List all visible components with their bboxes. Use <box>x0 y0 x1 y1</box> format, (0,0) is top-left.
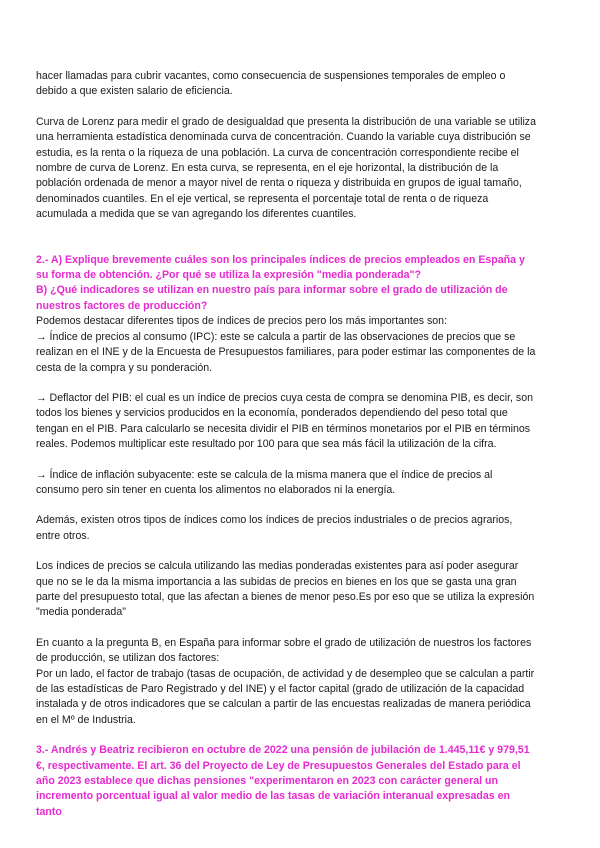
paragraph-inflacion-subyacente: → Índice de inflación subyacente: este se calcula de la misma manera que el índice de precios al consumo pero sin tener en cuenta los alimentos no elaborados ni la energía. <box>36 468 493 496</box>
paragraph-deflactor: → Deflactor del PIB: el cual es un índice de precios cuya cesta de compra se denomina PIB, es decir, son todos los bienes y servicios producidos en la economía, ponderados dependiendo del peso total que tengan en el PIB. Para calcularlo se necesita dividir el PIB en términos monetarios por el PIB en términos reales. Podemos multiplicar este resultado por 100 para que sea más fácil la utilización de la cifra. <box>36 391 533 451</box>
paragraph-curva-lorenz: Curva de Lorenz para medir el grado de desigualdad que presenta la distribución de una variable se utiliza una herramienta estadística denominada curva de concentración. Cuando la variable cuya distribución se estudia, es la renta o la riqueza de una población. La curva de concentración correspondiente recibe el nombre de curva de Lorenz. En esta curva, se representa, en el eje horizontal, la distribución de la población ordenada de menor a mayor nivel de renta o riqueza y distribuida en grupos de igual tamaño, denominados cuantiles. En el eje vertical, se representa el porcentaje total de renta o de riqueza acumulada a medida que se van agregando los diferentes cuantiles. <box>36 115 536 221</box>
paragraph-otros-indices: Además, existen otros tipos de índices como los índices de precios industriales o de precios agrarios, entre otros. <box>36 514 513 542</box>
paragraph-vacantes: hacer llamadas para cubrir vacantes, como consecuencia de suspensiones temporales de empleo o debido a que existen salario de eficiencia. <box>36 70 506 98</box>
paragraph-factores: Por un lado, el factor de trabajo (tasas de ocupación, de actividad y de desempleo que se calculan a partir de las estadísticas de Paro Registrado y del INE) y el factor capital (grado de utilización de la capacidad instalada y de otros indicadores que se calculan a partir de las encuestas realizadas de manera periódica en el Mº de Industria. <box>36 667 535 726</box>
paragraph-media-ponderada: Los índices de precios se calcula utilizando las medias ponderadas existentes para así poder asegurar que no se le da la misma importancia a las subidas de precios en bienes en los que se gasta una gran parte del presupuesto total, que las afectan a bienes de menor peso.Es por eso que se utiliza la expresión "media ponderada" <box>36 560 535 619</box>
question-2a: 2.- A) Explique brevemente cuáles son los principales índices de precios empleados en España y su forma de obtención. ¿Por qué se utiliza la expresión "media ponderada"? <box>36 253 525 282</box>
paragraph-pregunta-b: En cuanto a la pregunta B, en España para informar sobre el grado de utilización de nuestros los factores de producción, se utilizan dos factores: <box>36 636 532 665</box>
paragraph-tipos-indices: Podemos destacar diferentes tipos de índices de precios pero los más importantes son: <box>36 315 448 328</box>
question-2b: B) ¿Qué indicadores se utilizan en nuestro país para informar sobre el grado de utilización de nuestros factores de producción? <box>36 284 508 312</box>
question-3: 3.- Andrés y Beatriz recibieron en octubre de 2022 una pensión de jubilación de 1.445,11€ y 979,51 €, respectivamente. El art. 36 del Proyecto de Ley de Presupuestos Generales del Estado para el año 2023 establece que dichas pensiones "experimentaron en 2023 con carácter general un incremento porcentual igual al valor medio de las tasas de variación interanual expresadas en tanto <box>36 744 530 818</box>
paragraph-ipc: → Índice de precios al consumo (IPC): este se calcula a partir de las observaciones de precios que se realizan en el INE y de la Encuesta de Presupuestos familiares, para poder estimar las componentes de la cesta de la compra y su ponderación. <box>36 330 536 374</box>
